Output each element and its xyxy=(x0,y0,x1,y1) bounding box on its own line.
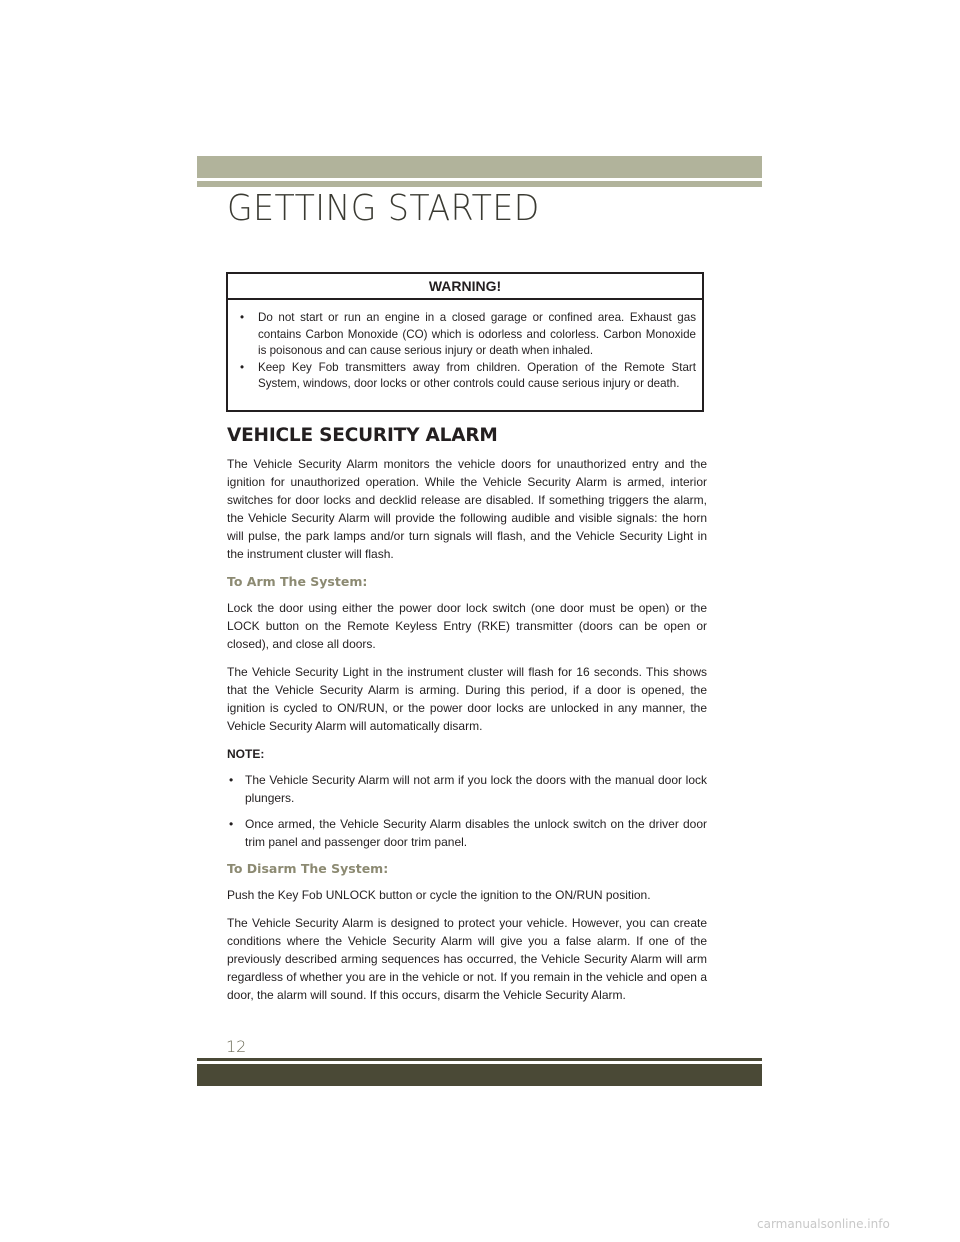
disarm-heading: To Disarm The System: xyxy=(227,861,389,876)
intro-paragraph: The Vehicle Security Alarm monitors the vehicle doors for unauthorized entry and the ignition for unauthorized operation. While the Vehicle Security Alarm is armed, interior switches for door locks and decklid release are disabled. If something triggers the alarm, the Vehicle Security Alarm will provide the following audible and visible signals: the horn will pulse, the park lamps and/or turn signals will flash, and the Vehicle Security Light in the instrument cluster will flash. xyxy=(227,457,707,561)
warning-item: • Keep Key Fob transmitters away from children. Operation of the Remote Start System, windows, door locks or other controls could cause serious injury or death. xyxy=(240,360,696,393)
header-rule xyxy=(197,181,762,187)
watermark: carmanualsonline.info xyxy=(757,1217,890,1231)
header-bar xyxy=(197,156,762,178)
warning-box xyxy=(226,272,704,412)
arm-heading: To Arm The System: xyxy=(227,574,368,589)
warning-title: WARNING! xyxy=(228,274,702,300)
warning-item: • Do not start or run an engine in a closed garage or confined area. Exhaust gas contains Carbon Monoxide (CO) which is odorless and colorless. Carbon Monoxide is poisonous and can cause serious injury or death when inhaled. xyxy=(240,310,696,360)
page-number: 12 xyxy=(226,1037,247,1056)
section-title: GETTING STARTED xyxy=(227,188,540,229)
disarm-paragraph-1: Push the Key Fob UNLOCK button or cycle the ignition to the ON/RUN position. xyxy=(227,888,651,902)
note-item: • Once armed, the Vehicle Security Alarm disables the unlock switch on the driver door trim panel and passenger door trim panel. xyxy=(227,815,707,851)
disarm-paragraph-2: The Vehicle Security Alarm is designed to protect your vehicle. However, you can create conditions where the Vehicle Security Alarm will give you a false alarm. If one of the previously described arming sequences has occurred, the Vehicle Security Alarm will arm regardless of whether you are in the vehicle or not. If you remain in the vehicle and open a door, the alarm will sound. If this occurs, disarm the Vehicle Security Alarm. xyxy=(227,916,707,1002)
note-label: NOTE: xyxy=(227,747,265,761)
section-heading: VEHICLE SECURITY ALARM xyxy=(227,425,498,446)
note-list xyxy=(227,771,707,851)
warning-list xyxy=(228,300,702,393)
note-item: • The Vehicle Security Alarm will not arm if you lock the doors with the manual door lock plungers. xyxy=(227,771,707,807)
footer-rule xyxy=(197,1058,762,1061)
arm-paragraph-2: The Vehicle Security Light in the instrument cluster will flash for 16 seconds. This shows that the Vehicle Security Alarm is arming. During this period, if a door is opened, the ignition is cycled to ON/RUN, or the power door locks are unlocked in any manner, the Vehicle Security Alarm will automatically disarm. xyxy=(227,665,707,733)
main-content xyxy=(227,424,707,1014)
footer-bar xyxy=(197,1064,762,1086)
arm-paragraph-1: Lock the door using either the power door lock switch (one door must be open) or the LOCK button on the Remote Keyless Entry (RKE) transmitter (doors can be open or closed), and close all doors. xyxy=(227,601,707,651)
